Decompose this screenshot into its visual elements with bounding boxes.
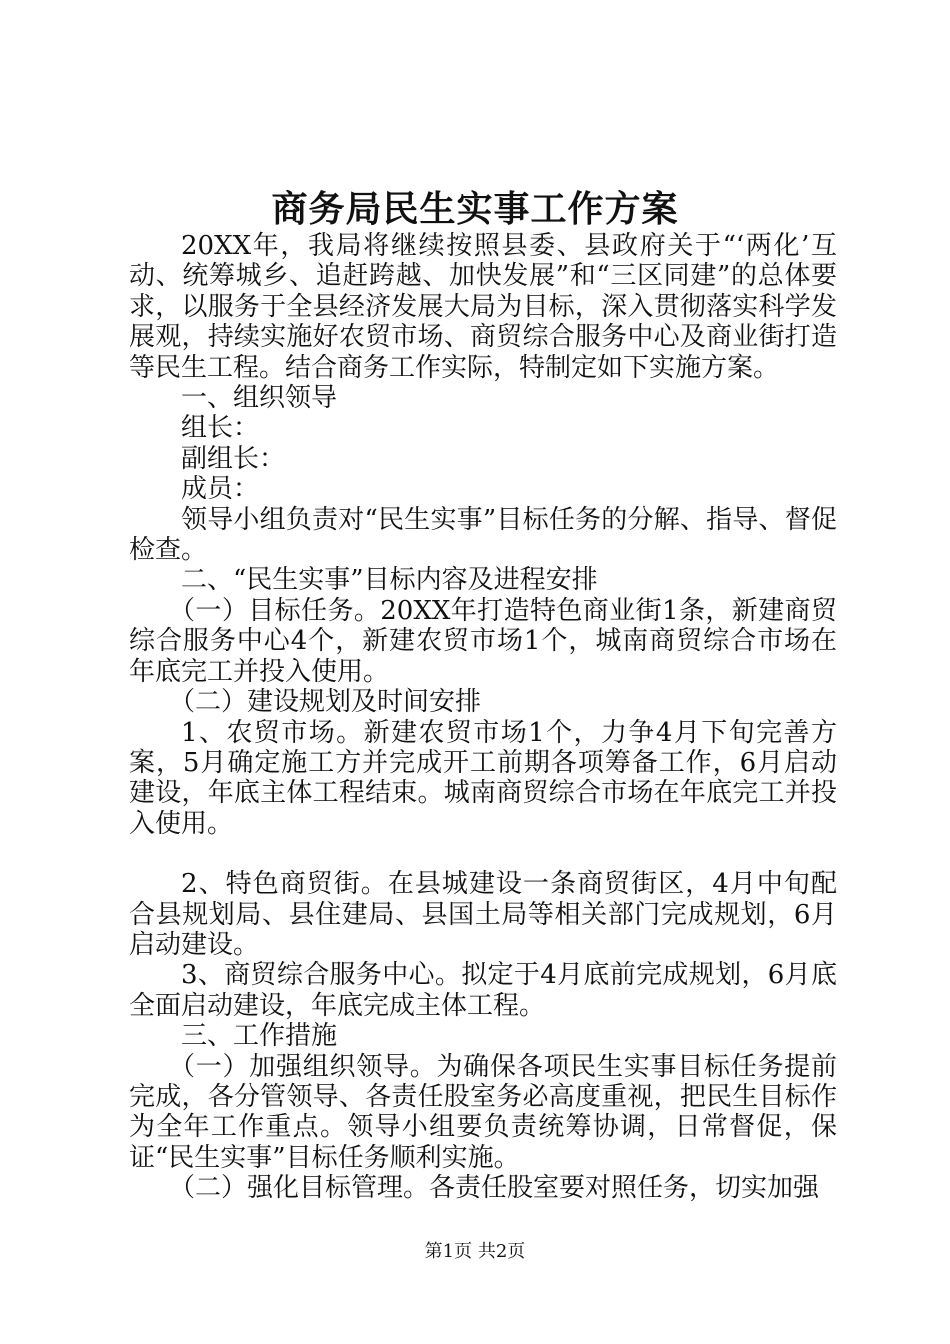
members-line: 成员： <box>181 474 260 505</box>
commercial-street-paragraph: 2、特色商贸街。在县城建设一条商贸街区，4月中旬配合县规划局、县住建局、县国土局等相关部门完成规划，6月启动建设。 <box>129 869 837 960</box>
team-leader-line: 组长： <box>181 413 260 444</box>
goals-paragraph: （一）目标任务。20XX年打造特色商业街1条，新建商贸综合服务中心4个，新建农贸市场1个，城南商贸综合市场在年底完工并投入使用。 <box>129 595 837 687</box>
section-heading-organization: 一、组织领导 <box>181 383 338 414</box>
farmers-market-paragraph: 1、农贸市场。新建农贸市场1个，力争4月下旬完善方案，5月确定施工方并完成开工前期各项筹备工作，6月启动建设，年底主体工程结束。城南商贸综合市场在年底完工并投入使用。 <box>129 717 837 839</box>
section-heading-goals: 二、“民生实事”目标内容及进程安排 <box>181 565 598 596</box>
deputy-leader-line: 副组长： <box>181 443 286 474</box>
document-body <box>129 231 837 1204</box>
subsection-heading-planning: （二）建设规划及时间安排 <box>169 687 482 718</box>
service-center-paragraph: 3、商贸综合服务中心。拟定于4月底前完成规划，6月底全面启动建设，年底完成主体工程。 <box>129 960 837 1021</box>
leadership-duty-paragraph: 领导小组负责对“民生实事”目标任务的分解、指导、督促检查。 <box>129 504 837 566</box>
page-number-footer: 第1页 共2页 <box>424 1241 526 1262</box>
target-management-paragraph: （二）强化目标管理。各责任股室要对照任务，切实加强 <box>169 1173 820 1204</box>
section-heading-measures: 三、工作措施 <box>181 1021 338 1052</box>
page-title: 商务局民生实事工作方案 <box>271 188 679 230</box>
organization-measure-paragraph: （一）加强组织领导。为确保各项民生实事目标任务提前完成，各分管领导、各责任股室务必高度重视，把民生目标作为全年工作重点。领导小组要负责统筹协调，日常督促，保证“民生实事”目标任务顺利实施。 <box>129 1051 837 1173</box>
intro-paragraph: 20XX年，我局将继续按照县委、县政府关于“‘两化’互动、统筹城乡、追赶跨越、加快发展”和“三区同建”的总体要求，以服务于全县经济发展大局为目标，深入贯彻落实科学发展观，持续实施好农贸市场、商贸综合服务中心及商业街打造等民生工程。结合商务工作实际，特制定如下实施方案。 <box>129 231 837 383</box>
